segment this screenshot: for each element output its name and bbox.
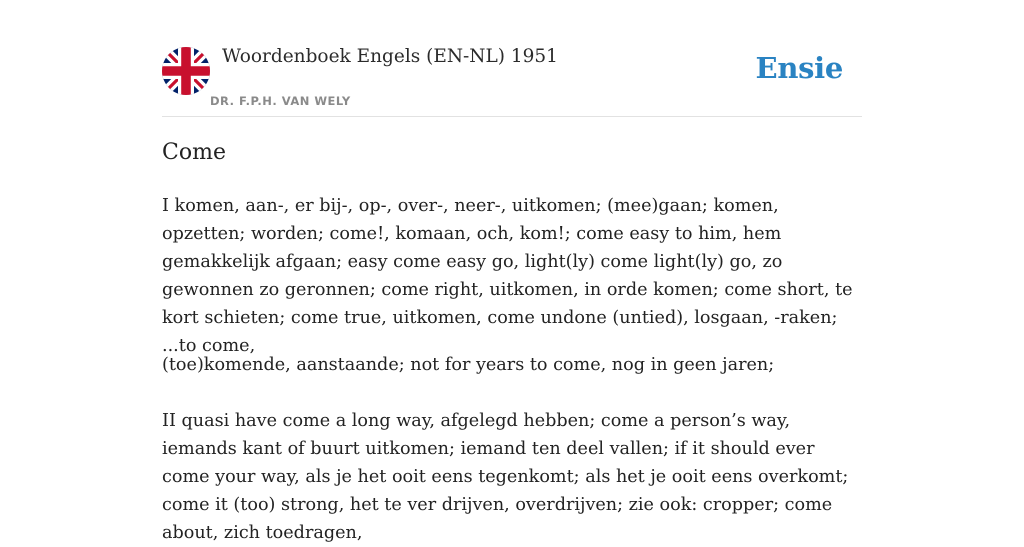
dictionary-author: DR. F.P.H. VAN WELY	[210, 94, 351, 108]
entry-paragraph: (toe)komende, aanstaande; not for years to come, nog in geen jaren;	[162, 355, 775, 375]
entry-paragraph: II quasi have come a long way, afgelegd hebben; come a person’s way, iemands kant of buurt uitkomen; iemand ten deel vallen; if it should ever come your way, als je het ooit eens tegenkomt; als het je ooit eens overkomt; come it (too) strong, het te ver drijven, overdrijven; zie ook: cropper; come about, zich toedragen,	[162, 411, 849, 543]
uk-flag-icon	[162, 47, 210, 95]
entry-word: Come	[162, 140, 226, 165]
entry-paragraph: I komen, aan-, er bij-, op-, over-, neer-, uitkomen; (mee)gaan; komen, opzetten; worden; come!, komaan, och, kom!; come easy to him, hem gemakkelijk afgaan; easy come easy go, light(ly) come light(ly) go, zo gewonnen zo geronnen; come right, uitkomen, in orde komen; come short, te kort schieten; come true, uitkomen, come undone (untied), losgaan, -raken; ...to come,	[162, 196, 853, 356]
ensie-logo-link[interactable]: Ensie	[755, 51, 843, 85]
dictionary-header	[162, 0, 862, 117]
dictionary-title[interactable]: Woordenboek Engels (EN-NL) 1951	[222, 46, 558, 67]
page-content	[162, 0, 862, 543]
